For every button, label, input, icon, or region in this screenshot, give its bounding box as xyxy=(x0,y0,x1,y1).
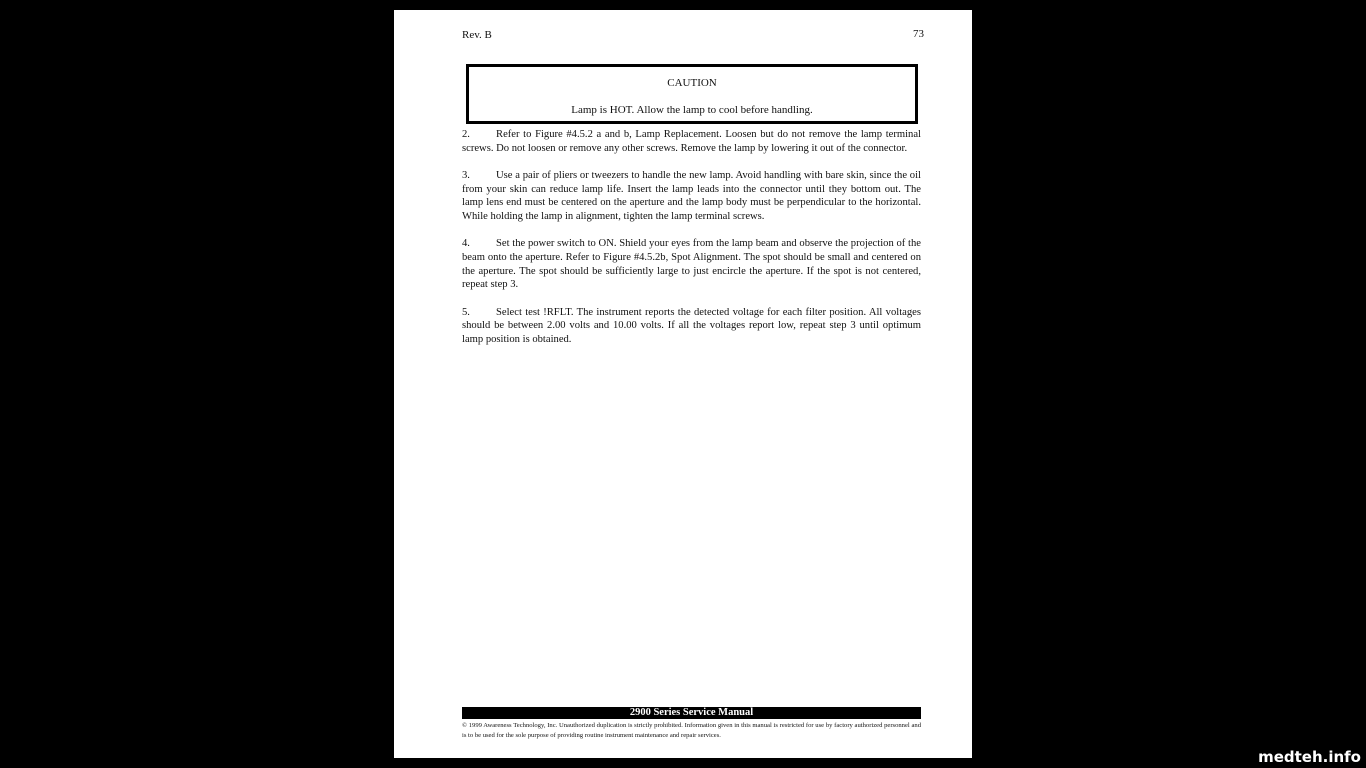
document-page xyxy=(394,10,972,758)
step-text: Select test !RFLT. The instrument reports the detected voltage for each filter position. All voltages should be between 2.00 volts and 10.00 volts. If all the voltages report low, repeat step 3 until optimum lamp position is obtained. xyxy=(462,306,921,345)
step-number: 4. xyxy=(462,238,470,250)
caution-text: Lamp is HOT. Allow the lamp to cool before handling. xyxy=(571,104,813,116)
caution-box xyxy=(466,64,918,124)
caution-title: CAUTION xyxy=(667,77,717,89)
step-5 xyxy=(462,306,921,347)
step-number: 5. xyxy=(462,306,470,318)
step-number: 3. xyxy=(462,169,470,181)
procedure-steps xyxy=(462,128,921,360)
step-text: Use a pair of pliers or tweezers to handle the new lamp. Avoid handling with bare skin, since the oil from your skin can reduce lamp life. Insert the lamp leads into the connector until they bottom out. The lamp lens end must be centered on the aperture and the lamp body must be perpendicular to the horizontal. While holding the lamp in alignment, tighten the lamp terminal screws. xyxy=(462,169,921,223)
step-4 xyxy=(462,237,921,292)
step-text: Set the power switch to ON. Shield your eyes from the lamp beam and observe the projection of the beam onto the aperture. Refer to Figure #4.5.2b, Spot Alignment. The spot should be small and centered on the aperture. The spot should be sufficiently large to just encircle the aperture. If the spot is not centered, repeat step 3. xyxy=(462,238,921,291)
page-number: 73 xyxy=(913,28,924,40)
footer-title: 2900 Series Service Manual xyxy=(462,707,921,719)
site-watermark: medteh.info xyxy=(1258,748,1361,766)
step-3 xyxy=(462,169,921,224)
step-number: 2. xyxy=(462,129,470,140)
revision-label: Rev. B xyxy=(462,29,492,41)
step-text: Refer to Figure #4.5.2 a and b, Lamp Replacement. Loosen but do not remove the lamp terminal screws. Do not loosen or remove any other screws. Remove the lamp by lowering it out of the connector. xyxy=(462,129,921,154)
step-2 xyxy=(462,128,921,155)
footer-copyright: © 1999 Awareness Technology, Inc. Unauthorized duplication is strictly prohibited. Information given in this manual is restricted for use by factory authorized personnel and is to be used for the sole purpose of providing routine instrument maintenance and repair services. xyxy=(462,722,921,739)
